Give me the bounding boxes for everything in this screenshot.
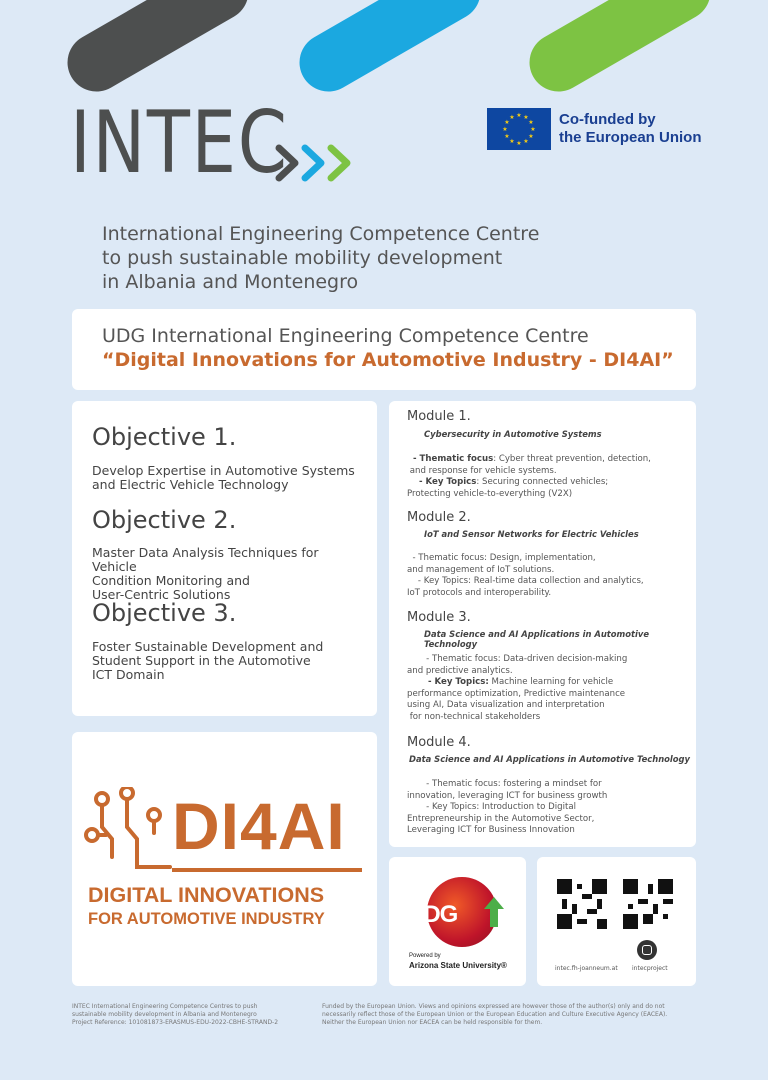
gray-stripe — [57, 0, 259, 102]
objective-text — [92, 546, 367, 602]
module-heading: Module 2. — [407, 510, 471, 525]
module-text-line: : Cyber threat prevention, detection, — [493, 454, 651, 464]
tagline-line: in Albania and Montenegro — [102, 271, 359, 293]
udg-logo-text: UDG — [407, 901, 458, 928]
svg-text:★: ★ — [528, 133, 534, 140]
module-text-line: using AI, Data visualization and interpretation — [407, 700, 605, 710]
objective-text — [92, 640, 367, 682]
svg-text:★: ★ — [530, 126, 536, 133]
module-text — [407, 454, 651, 500]
svg-text:★: ★ — [509, 138, 515, 145]
objective-line: ICT Domain — [92, 667, 165, 682]
footer-line: Project Reference: 101081873-ERASMUS-EDU-2022-CBHE-STRAND-2 — [72, 1019, 279, 1026]
svg-text:★: ★ — [523, 138, 529, 145]
udg-logo-card — [389, 857, 526, 986]
footer-line: sustainable mobility development in Albania and Montenegro — [72, 1011, 257, 1018]
centre-title: UDG International Engineering Competence Centre — [102, 325, 589, 347]
eu-line-2: the European Union — [559, 129, 702, 146]
modules-card — [389, 401, 696, 847]
svg-text:★: ★ — [516, 112, 522, 119]
module-text-label: - Key Topics: — [407, 677, 489, 687]
centre-card — [72, 309, 696, 390]
divider — [172, 868, 362, 872]
objective-line: Condition Monitoring and — [92, 573, 250, 588]
objective-line: Foster Sustainable Development and — [92, 639, 324, 654]
qr-label-left: intec.fh-joanneum.at — [555, 965, 618, 972]
qr-code-icon[interactable] — [623, 879, 673, 929]
footer-left — [72, 1003, 278, 1027]
module-text-line: - Key Topics: Introduction to Digital — [407, 802, 576, 812]
module-heading: Module 1. — [407, 409, 471, 424]
centre-subtitle: “Digital Innovations for Automotive Industry - DI4AI” — [102, 349, 674, 371]
svg-text:★: ★ — [509, 114, 515, 121]
svg-text:★: ★ — [528, 119, 534, 126]
eu-line-1: Co-funded by — [559, 111, 656, 128]
objective-heading: Objective 1. — [92, 423, 237, 451]
module-text-line: performance optimization, Predictive maintenance — [407, 688, 626, 699]
module-subtitle: IoT and Sensor Networks for Electric Vehicles — [424, 529, 639, 539]
chevrons-icon — [275, 142, 365, 184]
module-text-line: for non-technical stakeholders — [407, 711, 541, 722]
module-text-line: - Thematic focus: Design, implementation, — [407, 553, 596, 563]
module-text-line: - Thematic focus: Data-driven decision-making — [407, 654, 628, 664]
asu-text: Arizona State University® — [409, 961, 507, 970]
eu-flag-icon — [487, 108, 551, 150]
module-text-line: and predictive analytics. — [407, 665, 513, 676]
footer-line: INTEC International Engineering Competence Centres to push — [72, 1003, 258, 1010]
footer-line: Funded by the European Union. Views and opinions expressed are however those of the author(s) only and do not — [322, 1003, 665, 1010]
footer-right — [322, 1003, 667, 1027]
qr-code-icon[interactable] — [557, 879, 607, 929]
objective-line: and Electric Vehicle Technology — [92, 477, 289, 492]
module-text-line: : Securing connected vehicles; — [476, 477, 609, 487]
green-stripe — [519, 0, 721, 102]
objective-line: Master Data Analysis Techniques for Vehicle — [92, 545, 319, 574]
module-text-line: IoT protocols and interoperability. — [407, 587, 552, 598]
di4ai-logo-card — [72, 732, 377, 986]
module-text-line: Machine learning for vehicle — [488, 677, 614, 687]
module-text-line: innovation, leveraging ICT for business growth — [407, 790, 608, 801]
module-text-line: and response for vehicle systems. — [407, 465, 557, 476]
footer-line: Neither the European Union nor EACEA can be held responsible for them. — [322, 1019, 543, 1026]
module-text-label: - Key Topics — [407, 477, 477, 487]
module-text-line: - Key Topics: Real-time data collection and analytics, — [407, 576, 644, 586]
objective-heading: Objective 2. — [92, 506, 237, 534]
blue-stripe — [289, 0, 491, 102]
module-text-label: - Thematic focus — [407, 454, 494, 464]
di4ai-wordmark: DI4AI — [172, 789, 346, 863]
di4ai-line-1: DIGITAL INNOVATIONS — [88, 883, 325, 907]
module-text-line: Protecting vehicle-to-everything (V2X) — [407, 488, 573, 499]
svg-text:★: ★ — [504, 119, 510, 126]
module-subtitle: Data Science and AI Applications in Automotive Technology — [409, 754, 690, 764]
module-text — [407, 553, 644, 599]
qr-card — [537, 857, 696, 986]
tagline — [102, 222, 582, 294]
objectives-card — [72, 401, 377, 716]
module-text-line: - Thematic focus: fostering a mindset for — [407, 779, 602, 789]
svg-text:★: ★ — [502, 126, 508, 133]
arrow-up-icon — [484, 897, 504, 927]
module-subtitle: Cybersecurity in Automotive Systems — [424, 429, 602, 439]
tagline-line: International Engineering Competence Centre — [102, 223, 540, 245]
module-text-line: Leveraging ICT for Business Innovation — [407, 825, 575, 835]
objective-line: User-Centric Solutions — [92, 587, 231, 602]
objective-line: Develop Expertise in Automotive Systems — [92, 463, 355, 478]
svg-text:★: ★ — [523, 114, 529, 121]
tagline-line: to push sustainable mobility development — [102, 247, 503, 269]
objective-heading: Objective 3. — [92, 599, 237, 627]
qr-label-right: intecproject — [632, 965, 668, 972]
svg-text:★: ★ — [516, 140, 522, 147]
instagram-icon[interactable] — [637, 940, 657, 960]
objective-line: Student Support in the Automotive — [92, 653, 311, 668]
module-text-line: Entrepreneurship in the Automotive Sector, — [407, 813, 595, 824]
module-text — [407, 654, 627, 723]
footer-line: necessarily reflect those of the European Union or the European Education and Culture Executive Agency (EACEA). — [322, 1011, 668, 1018]
di4ai-line-2: FOR AUTOMOTIVE INDUSTRY — [88, 910, 325, 928]
intec-logo-text: INTEC — [70, 93, 289, 193]
module-heading: Module 4. — [407, 735, 471, 750]
circuit-icon — [82, 787, 174, 879]
module-heading: Module 3. — [407, 610, 471, 625]
module-text-line: and management of IoT solutions. — [407, 564, 555, 575]
eu-badge — [487, 108, 702, 150]
module-text — [407, 779, 607, 837]
module-subtitle: Data Science and AI Applications in Automotive Technology — [424, 629, 650, 649]
svg-text:★: ★ — [504, 133, 510, 140]
objective-text — [92, 464, 367, 492]
powered-by: Powered by — [409, 953, 441, 959]
